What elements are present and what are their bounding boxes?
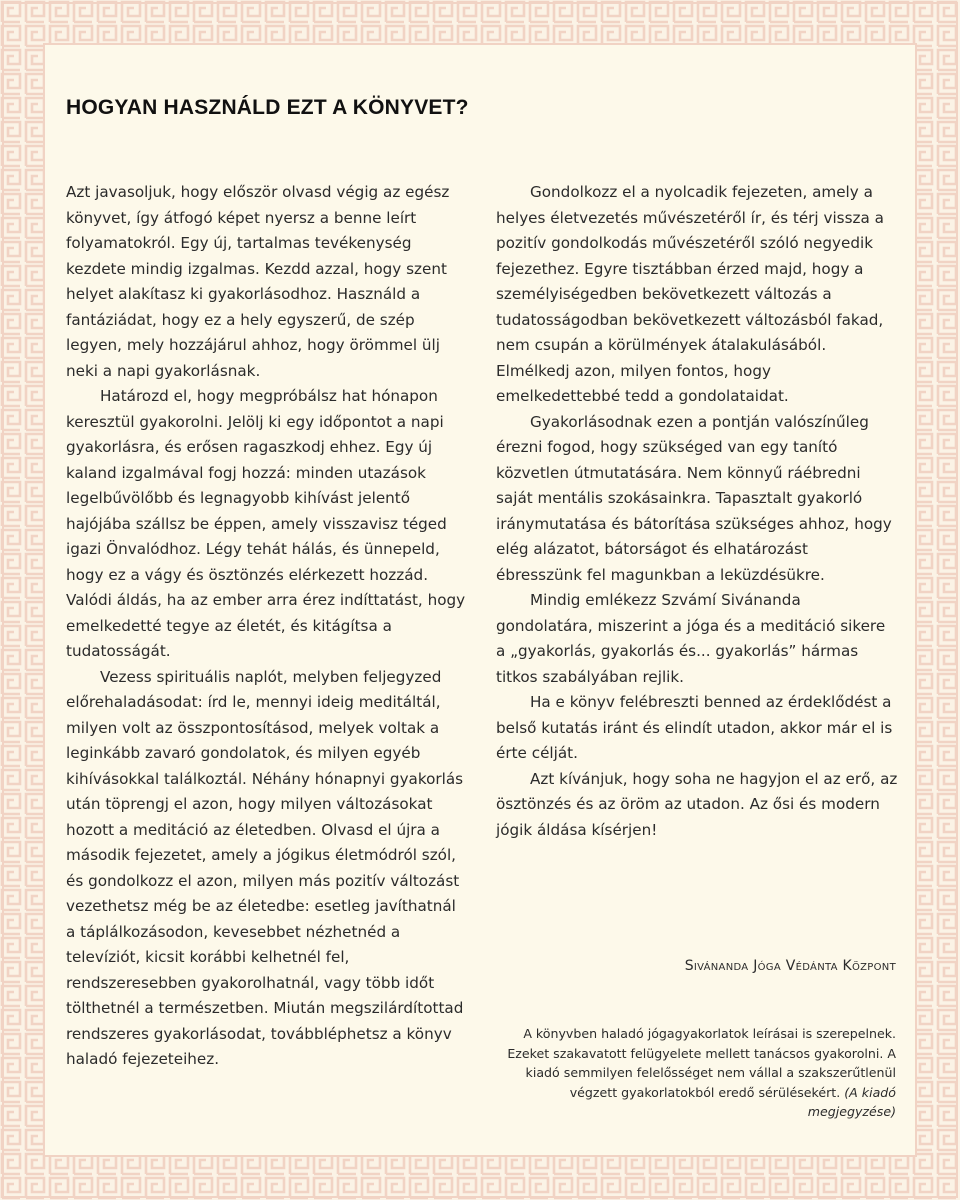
publisher-note-text: A könyvben haladó jógagyakorlatok leírásai is szerepelnek. Ezeket szakavatott felügyelete mellett tanácsos gyakorolni. A kiadó semmilyen felelősséget nem vállal a szakszerűtlenül végzett gyakorlatokból eredő sérülésekért. [507,1026,896,1100]
paragraph: Gondolkozz el a nyolcadik fejezeten, amely a helyes életvezetés művészetéről ír, és térj vissza a pozitív gondolkodás művészetéről szóló negyedik fejezethez. Egyre tisztábban érzed majd, hogy a személyiségedben bekövetkezett változás a tudatosságodban bekövetkezett változásból fakad, nem csupán a körülmények átalakulásából. Elmélkedj azon, milyen fontos, hogy emelkedettebbé tedd a gondolataidat. [496,183,884,405]
paragraph: Mindig emlékezz Szvámí Sivánanda gondolatára, miszerint a jóga és a meditáció sikere a „gyakorlás, gyakorlás és... gyakorlás” hármas titkos szabályában rejlik. [496,591,886,686]
paragraph: Azt kívánjuk, hogy soha ne hagyjon el az erő, az ösztönzés és az öröm az utadon. Az ősi és modern jógik áldása kísérjen! [496,769,898,839]
paragraph: Ha e könyv felébreszti benned az érdeklődést a belső kutatás iránt és elindít utadon, akkor már el is érte célját. [496,693,893,762]
paragraph: Gyakorlásodnak ezen a pontján valószínűleg érezni fogod, hogy szükséged van egy tanító közvetlen útmutatására. Nem könnyű ráébredni saját mentális szokásainkra. Tapasztalt gyakorló iránymutatása és bátorítása szükséges ahhoz, hogy elég alázatot, bátorságot és elhatározást ébresszünk fel magunkban a leküzdésükre. [496,412,892,584]
page-title: HOGYAN HASZNÁLD EZT A KÖNYVET? [66,96,469,119]
publisher-note-attribution: (A kiadó megjegyzése) [807,1084,896,1119]
left-column [66,180,466,1073]
signature: Sivánanda Jóga Védánta Központ [684,958,896,974]
paragraph: Határozd el, hogy megpróbálsz hat hónapon keresztül gyakorolni. Jelölj ki egy időpontot a napi gyakorlásra, és erősen ragaszkodj ehhez. Egy új kaland izgalmával fogj hozzá: minden utazások legelbűvölőbb és legnagyobb kihívást jelentő hajójába szállsz be éppen, amely visszavisz téged igazi Önvalódhoz. Légy tehát hálás, és ünnepeld, hogy ez a vágy és ösztönzés elérkezett hozzád. Valódi áldás, ha az ember arra érez indíttatást, hogy emelkedetté tegye az életét, és kitágítsa a tudatosságát. [66,387,466,660]
publisher-note [496,1024,896,1122]
paragraph: Vezess spirituális naplót, melyben feljegyzed előrehaladásodat: írd le, mennyi ideig meditáltál, milyen volt az összpontosításod, melyek voltak a leginkább zavaró gondolatok, és milyen egyéb kihívásokkal találkoztál. Néhány hónapnyi gyakorlás után töprengj el azon, hogy milyen változásokat hozott a meditáció az életedben. Olvasd el újra a második fejezetet, amely a jógikus életmódról szól, és gondolkozz el azon, milyen más pozitív változást vezethetsz még be az életedbe: esetleg javíthatnál a táplálkozásodon, kevesebbet nézhetnéd a televíziót, kicsit korábbi kelhetnél fel, rendszeresebben gyakorolhatnál, vagy több időt tölthetnél a természetben. Miután megszilárdítottad rendszeres gyakorlásodat, továbbléphetsz a könyv haladó fejezeteihez. [66,667,464,1068]
paragraph: Azt javasoljuk, hogy először olvasd végig az egész könyvet, így átfogó képet nyersz a benne leírt folyamatokról. Egy új, tartalmas tevékenység kezdete mindig izgalmas. Kezdd azzal, hogy szent helyet alakítasz ki gyakorlásodhoz. Használd a fantáziádat, hogy ez a hely egyszerű, de szép legyen, mely hozzájárul ahhoz, hogy örömmel ülj neki a napi gyakorlásnak. [66,183,450,380]
right-column [496,180,898,843]
